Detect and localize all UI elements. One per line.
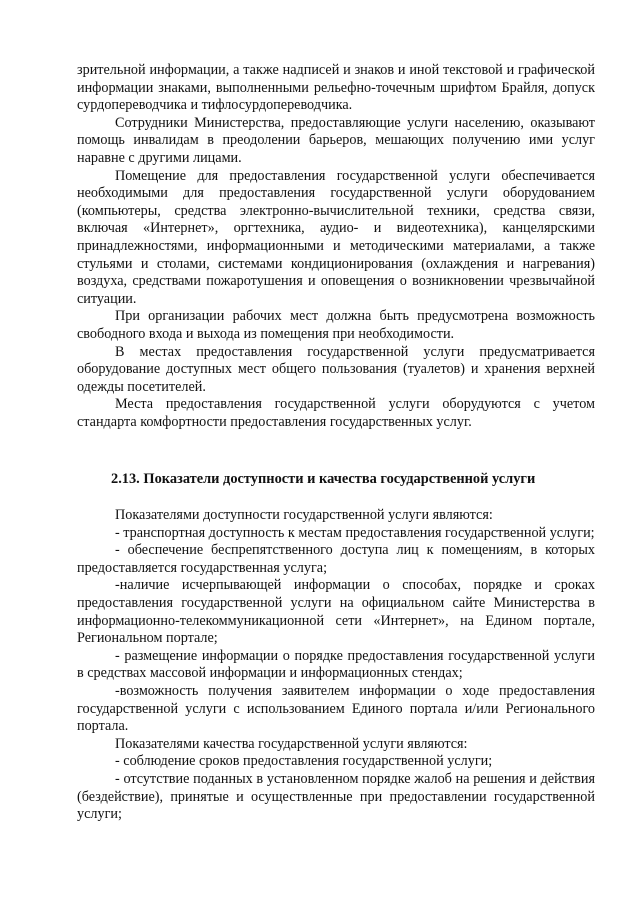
list-item-no-complaints: - отсутствие поданных в установленном порядке жалоб на решения и действия (бездействие), принятые и осуществленные при предоставлении государственной услуги; <box>77 770 595 823</box>
paragraph-public-places: В местах предоставления государственной услуги предусматривается оборудование доступных мест общего пользования (туалетов) и хранения верхней одежды посетителей. <box>77 343 595 395</box>
paragraph-braille: зрительной информации, а также надписей и знаков и иной текстовой и графической информации знаками, выполненными рельефно-точечным шрифтом Брайля, допуск сурдопереводчика и тифлосурдопереводчика. <box>77 62 595 114</box>
paragraph-equipment: Помещение для предоставления государственной услуги обеспечивается необходимыми для предоставления государственной услуги оборудованием (компьютеры, средства электронно-вычислительной техники, средства связи, включая «Интернет», оргтехника, аудио- и видеотехника), канцелярскими принадлежностями, информационными и методическими материалами, а также стульями и столами, системами кондиционирования (охлаждения и нагревания) воздуха, средствами пожаротушения и оповещения о возникновении чрезвычайной ситуации. <box>77 167 595 307</box>
list-item-exhaustive-info: -наличие исчерпывающей информации о способах, порядке и сроках предоставления государственной услуги на официальном сайте Министерства в информационно-телекоммуникационной сети «Интернет», на Едином портале, Региональном портале; <box>77 577 595 647</box>
paragraph-quality-intro: Показателями качества государственной услуги являются: <box>115 735 468 752</box>
paragraph-workplaces: При организации рабочих мест должна быть предусмотрена возможность свободного входа и выхода из помещения при необходимости. <box>77 308 595 342</box>
list-item-deadlines: - соблюдение сроков предоставления государственной услуги; <box>115 753 493 770</box>
list-item-unobstructed-access: - обеспечение беспрепятственного доступа лиц к помещениям, в которых предоставляется государственная услуга; <box>77 542 595 576</box>
list-item-transport: - транспортная доступность к местам предоставления государственной услуги; <box>115 524 595 541</box>
list-item-media-info: - размещение информации о порядке предоставления государственной услуги в средствах массовой информации и информационных стендах; <box>77 647 595 682</box>
paragraph-accessibility-intro: Показателями доступности государственной услуги являются: <box>115 507 493 524</box>
paragraph-comfort-standard: Места предоставления государственной услуги оборудуются с учетом стандарта комфортности предоставления государственных услуг. <box>77 396 595 430</box>
paragraph-staff-help: Сотрудники Министерства, предоставляющие услуги населению, оказывают помощь инвалидам в преодолении барьеров, мешающих получению ими услуг наравне с другими лицами. <box>77 114 595 166</box>
list-item-progress-info: -возможность получения заявителем информации о ходе предоставления государственной услуги с использованием Единого портала и/или Регионального портала. <box>77 683 595 735</box>
section-heading: 2.13. Показатели доступности и качества государственной услуги <box>111 471 536 488</box>
